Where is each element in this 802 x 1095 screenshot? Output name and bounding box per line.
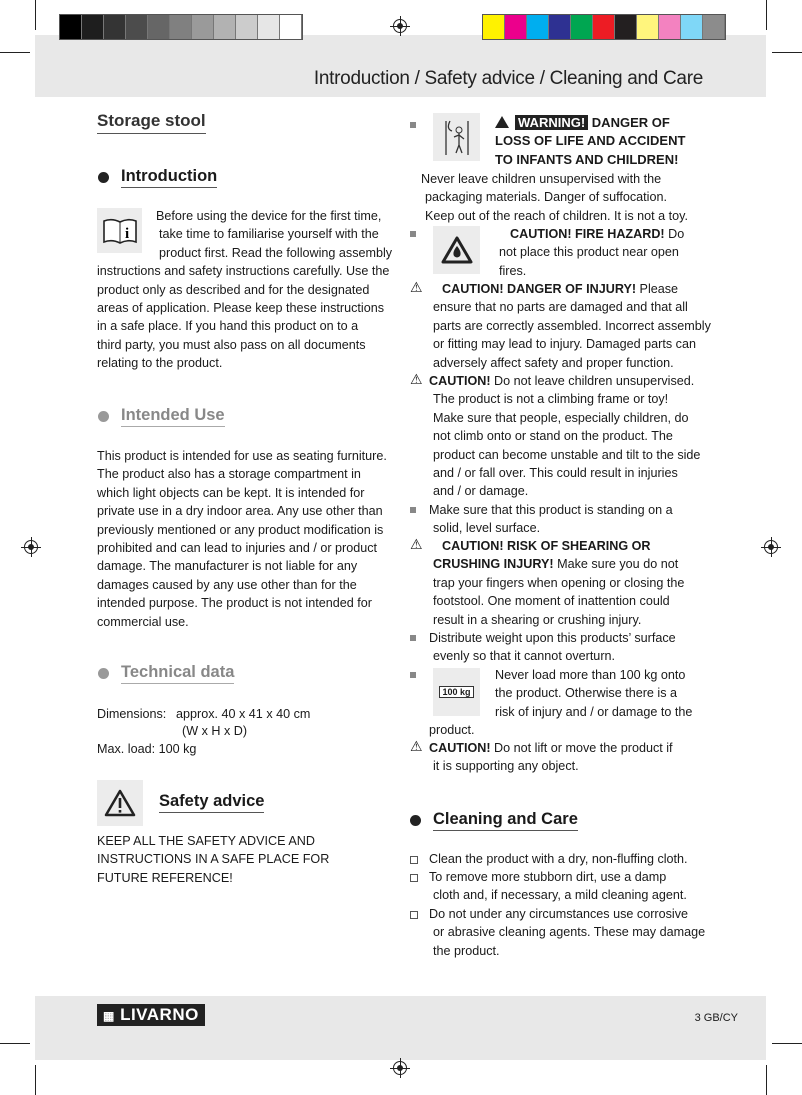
max-load-icon — [433, 668, 480, 716]
caution-label: CRUSHING INJURY! — [433, 557, 554, 572]
caution-triangle-icon: ⚠ — [410, 371, 423, 387]
child-hazard-icon — [433, 113, 480, 161]
bullet-square-icon — [410, 672, 416, 678]
bullet-dot-icon — [410, 815, 421, 826]
intended-use-heading: Intended Use — [121, 406, 225, 427]
text-line: CRUSHING INJURY! Make sure you do not — [433, 557, 679, 572]
color-swatch — [192, 15, 214, 39]
caution-triangle-icon: ⚠ — [410, 536, 423, 552]
text-line: To remove more stubborn dirt, use a damp — [429, 870, 667, 884]
text-line: CAUTION! Do not leave children unsupervised. — [429, 374, 695, 388]
warning-line: DANGER OF — [591, 115, 670, 130]
caution-triangle-icon: ⚠ — [410, 279, 423, 295]
introduction-heading: Introduction — [121, 167, 217, 188]
color-swatch — [549, 15, 571, 39]
crop-mark — [35, 1065, 36, 1095]
text-line: risk of injury and / or damage to the — [495, 704, 693, 719]
color-swatch — [703, 15, 725, 39]
text-line: damages caused by any use other than for the — [97, 577, 357, 592]
text-line: or abrasive cleaning agents. These may damage — [433, 925, 706, 940]
fire-hazard-icon — [433, 226, 480, 274]
color-swatch — [571, 15, 593, 39]
warning-heading — [495, 114, 685, 169]
cleaning-step — [429, 868, 687, 905]
caution-label: CAUTION! FIRE HAZARD! — [510, 227, 665, 241]
text-line: Before using the device for the first time, — [156, 209, 382, 223]
text-line: third party, you must also pass on all documents — [97, 337, 366, 352]
lift-caution-text — [429, 739, 673, 776]
checkbox-bullet-icon — [410, 874, 418, 882]
text-line: cloth and, if necessary, a mild cleaning agent. — [433, 888, 687, 903]
crop-mark — [772, 52, 802, 53]
text-line: instructions and safety instructions carefully. Use the — [97, 264, 390, 279]
text-line: relating to the product. — [97, 356, 223, 371]
text-line: The product also has a storage compartment in — [97, 467, 361, 482]
color-swatch — [637, 15, 659, 39]
introduction-text — [97, 207, 392, 373]
dimensions-value: approx. 40 x 41 x 40 cm — [176, 707, 311, 721]
text-line: intended purpose. The product is not intended for — [97, 596, 372, 611]
text-line: not climb onto or stand on the product. The — [433, 429, 673, 444]
text-line: ensure that no parts are damaged and that all — [433, 300, 688, 315]
color-swatch — [236, 15, 258, 39]
warning-triangle-icon — [97, 780, 143, 826]
text-line: areas of application. Please keep these instructions — [97, 301, 385, 316]
text-line: Make sure that this product is standing on a — [429, 503, 673, 517]
product-title: Storage stool — [97, 111, 206, 134]
text-line: fires. — [499, 263, 527, 278]
bullet-square-icon — [410, 635, 416, 641]
crop-mark — [0, 52, 30, 53]
bullet-dot-icon — [98, 411, 109, 422]
max-load: Max. load: 100 kg — [97, 742, 197, 756]
registration-mark-icon — [393, 1061, 407, 1075]
text-line: FUTURE REFERENCE! — [97, 870, 233, 885]
text-line: CAUTION! FIRE HAZARD! Do — [510, 227, 685, 241]
color-swatch — [148, 15, 170, 39]
safety-keep-notice — [97, 832, 329, 887]
text-line: result in a shearing or crushing injury. — [433, 612, 642, 627]
color-swatch — [483, 15, 505, 39]
text-line: CAUTION! DANGER OF INJURY! Please — [442, 282, 679, 296]
text-line: footstool. One moment of inattention could — [433, 594, 670, 609]
text-line: evenly so that it cannot overturn. — [433, 649, 616, 664]
page-header-title: Introduction / Safety advice / Cleaning and Care — [313, 68, 703, 89]
fire-hazard-text — [495, 225, 684, 280]
warning-line: LOSS OF LIFE AND ACCIDENT — [495, 133, 686, 149]
color-swatch — [615, 15, 637, 39]
color-swatch — [505, 15, 527, 39]
color-swatch — [170, 15, 192, 39]
text-line: damage. The manufacturer is not liable for any — [97, 559, 358, 574]
svg-text:i: i — [124, 225, 129, 242]
caution-label: CAUTION! DANGER OF INJURY! — [442, 282, 637, 296]
text-line: the product. — [433, 943, 500, 958]
dimensions-label: Dimensions: — [97, 707, 167, 721]
text-line: not place this product near open — [499, 245, 679, 260]
text-line: product. — [429, 723, 475, 738]
text-line: the product. Otherwise there is a — [495, 686, 678, 701]
crop-mark — [35, 0, 36, 30]
gray-color-bar — [59, 14, 303, 40]
color-swatch — [258, 15, 280, 39]
crop-mark — [766, 0, 767, 30]
registration-mark-icon — [764, 540, 778, 554]
bullet-square-icon — [410, 507, 416, 513]
text-line: product can become unstable and tilt to the side — [433, 447, 701, 462]
text-line: Keep out of the reach of children. It is not a toy. — [425, 208, 688, 223]
caution-label: CAUTION! — [429, 741, 491, 755]
technical-data-heading: Technical data — [121, 663, 234, 684]
climbing-caution-text — [429, 372, 700, 501]
checkbox-bullet-icon — [410, 911, 418, 919]
cleaning-step — [429, 905, 705, 960]
text-line: Do not under any circumstances use corrosive — [429, 907, 688, 921]
crop-mark — [0, 1043, 30, 1044]
color-swatch — [214, 15, 236, 39]
bullet-square-icon — [410, 231, 416, 237]
registration-mark-icon — [24, 540, 38, 554]
caution-label: CAUTION! RISK OF SHEARING OR — [442, 539, 651, 553]
checkbox-bullet-icon — [410, 856, 418, 864]
safety-advice-heading: Safety advice — [159, 792, 264, 813]
cleaning-heading: Cleaning and Care — [433, 810, 578, 831]
packaging-warning-text — [421, 170, 688, 225]
text-line: product first. Read the following assembly — [159, 245, 393, 260]
caution-triangle-icon: ⚠ — [410, 738, 423, 754]
bullet-square-icon — [410, 122, 416, 128]
text-line: previously mentioned or any product modification is — [97, 522, 384, 537]
text-line: Clean the product with a dry, non-fluffing cloth. — [429, 852, 688, 866]
distribute-weight-text — [429, 629, 676, 666]
color-swatch — [60, 15, 82, 39]
text-line: INSTRUCTIONS IN A SAFE PLACE FOR — [97, 852, 330, 867]
text-line: Distribute weight upon this products’ surface — [429, 631, 676, 645]
text-line: Never load more than 100 kg onto — [495, 668, 686, 682]
process-color-bar — [482, 14, 726, 40]
text-line: Make sure that people, especially children, do — [433, 410, 689, 425]
color-swatch — [527, 15, 549, 39]
text-line: CAUTION! Do not lift or move the product if — [429, 741, 673, 755]
text-line: and / or fall over. This could result in injuries — [433, 466, 678, 481]
livarno-logo: ▦ LIVARNO — [97, 1004, 205, 1026]
text-line — [442, 537, 684, 555]
crop-mark — [766, 1065, 767, 1095]
color-swatch — [280, 15, 302, 39]
warning-triangle-icon — [495, 116, 509, 128]
page-number: 3 GB/CY — [694, 1012, 738, 1024]
shearing-caution-text — [429, 537, 684, 629]
text-line: prohibited and can lead to injuries and / or product — [97, 541, 378, 556]
text-line: and / or damage. — [433, 484, 529, 499]
registration-mark-icon — [393, 19, 407, 33]
text-line: trap your fingers when opening or closing the — [433, 575, 685, 590]
text-line: packaging materials. Danger of suffocation. — [425, 190, 667, 205]
warning-badge: WARNING! — [515, 115, 588, 130]
text-line: in a safe place. If you hand this product on to a — [97, 319, 359, 334]
text-line: This product is intended for use as seating furniture. — [97, 449, 387, 463]
text-line: it is supporting any object. — [433, 759, 579, 774]
text-line: which light objects can be kept. It is intended for — [97, 485, 365, 500]
logo-text: LIVARNO — [120, 1005, 199, 1024]
text-line: adversely affect safety and proper function. — [433, 355, 674, 370]
crop-mark — [772, 1043, 802, 1044]
text-line: parts are correctly assembled. Incorrect assembly — [433, 318, 711, 333]
text-line: The product is not a climbing frame or toy! — [433, 392, 669, 407]
bullet-dot-icon — [98, 172, 109, 183]
color-swatch — [104, 15, 126, 39]
warning-line: TO INFANTS AND CHILDREN! — [495, 151, 679, 167]
intended-use-text — [97, 447, 387, 631]
color-swatch — [659, 15, 681, 39]
color-swatch — [593, 15, 615, 39]
cleaning-step — [429, 850, 688, 868]
text-line: or fitting may lead to injury. Damaged parts can — [433, 337, 696, 352]
text-line: KEEP ALL THE SAFETY ADVICE AND — [97, 834, 315, 848]
level-surface-text — [429, 501, 673, 538]
bullet-dot-icon — [98, 668, 109, 679]
text-line: commercial use. — [97, 614, 189, 629]
text-line: private use in a dry indoor area. Any use other than — [97, 504, 383, 519]
injury-caution-text — [429, 280, 711, 372]
dimensions-unit: (W x H x D) — [182, 724, 248, 738]
max-load-text — [429, 666, 693, 740]
text-line: product only as described and for the designated — [97, 282, 370, 297]
color-swatch — [681, 15, 703, 39]
text-line: take time to familiarise yourself with the — [159, 227, 379, 242]
text-line: solid, level surface. — [433, 521, 541, 536]
caution-label: CAUTION! — [429, 374, 491, 388]
text-line: Never leave children unsupervised with the — [421, 172, 662, 186]
load-icon-label: 100 kg — [439, 686, 473, 698]
color-swatch — [126, 15, 148, 39]
color-swatch — [82, 15, 104, 39]
